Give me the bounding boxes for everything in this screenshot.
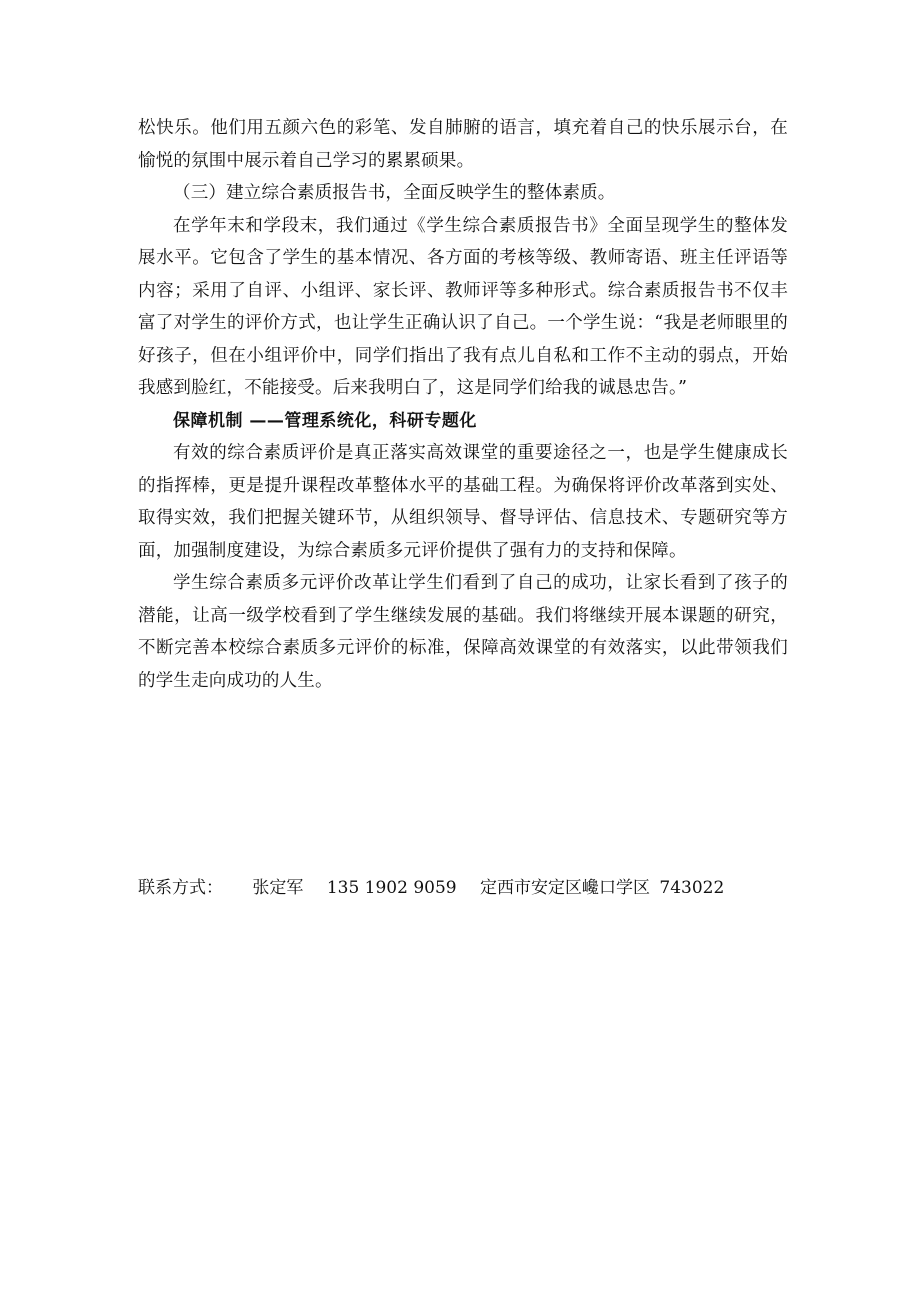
paragraph-section-three-title: （三）建立综合素质报告书，全面反映学生的整体素质。: [173, 183, 616, 203]
paragraph-report-book: 在学年末和学段末，我们通过《学生综合素质报告书》全面呈现学生的整体发展水平。它包含了学生的基本情况、各方面的考核等级、教师寄语、班主任评语等内容；采用了自评、小组评、家长评、教师评等多种形式。综合素质报告书不仅丰富了对学生的评价方式，也让学生正确认识了自己。一个学生说：“我是老师眼里的好孩子，但在小组评价中，同学们指出了我有点儿自私和工作不主动的弱点，开始我感到脸红，不能接受。后来我明白了，这是同学们给我的诚恳忠告。”: [138, 215, 788, 398]
contact-phone: 135 1902 9059: [326, 878, 457, 898]
contact-address: 定西市安定区巉口学区: [480, 878, 651, 898]
contact-name: 张定军: [252, 878, 304, 898]
contact-postcode: 743022: [659, 878, 725, 898]
paragraph-guarantee: 有效的综合素质评价是真正落实高效课堂的重要途径之一，也是学生健康成长的指挥棒，更是提升课程改革整体水平的基础工程。为确保将评价改革落到实处、取得实效，我们把握关键环节，从组织领导、督导评估、信息技术、专题研究等方面，加强制度建设，为综合素质多元评价提供了强有力的支持和保障。: [138, 443, 788, 561]
section-heading-guarantee: 保障机制 ——管理系统化，科研专题化: [173, 410, 477, 431]
contact-line: [138, 874, 788, 902]
contact-label: 联系方式：: [138, 878, 223, 898]
paragraph-intro-continuation: 松快乐。他们用五颜六色的彩笔、发自肺腑的语言，填充着自己的快乐展示台，在愉悦的氛围中展示着自己学习的累累硕果。: [138, 118, 788, 171]
document-body: [138, 112, 788, 697]
paragraph-conclusion: 学生综合素质多元评价改革让学生们看到了自己的成功，让家长看到了孩子的潜能，让高一级学校看到了学生继续发展的基础。我们将继续开展本课题的研究，不断完善本校综合素质多元评价的标准，保障高效课堂的有效落实，以此带领我们的学生走向成功的人生。: [138, 573, 788, 691]
